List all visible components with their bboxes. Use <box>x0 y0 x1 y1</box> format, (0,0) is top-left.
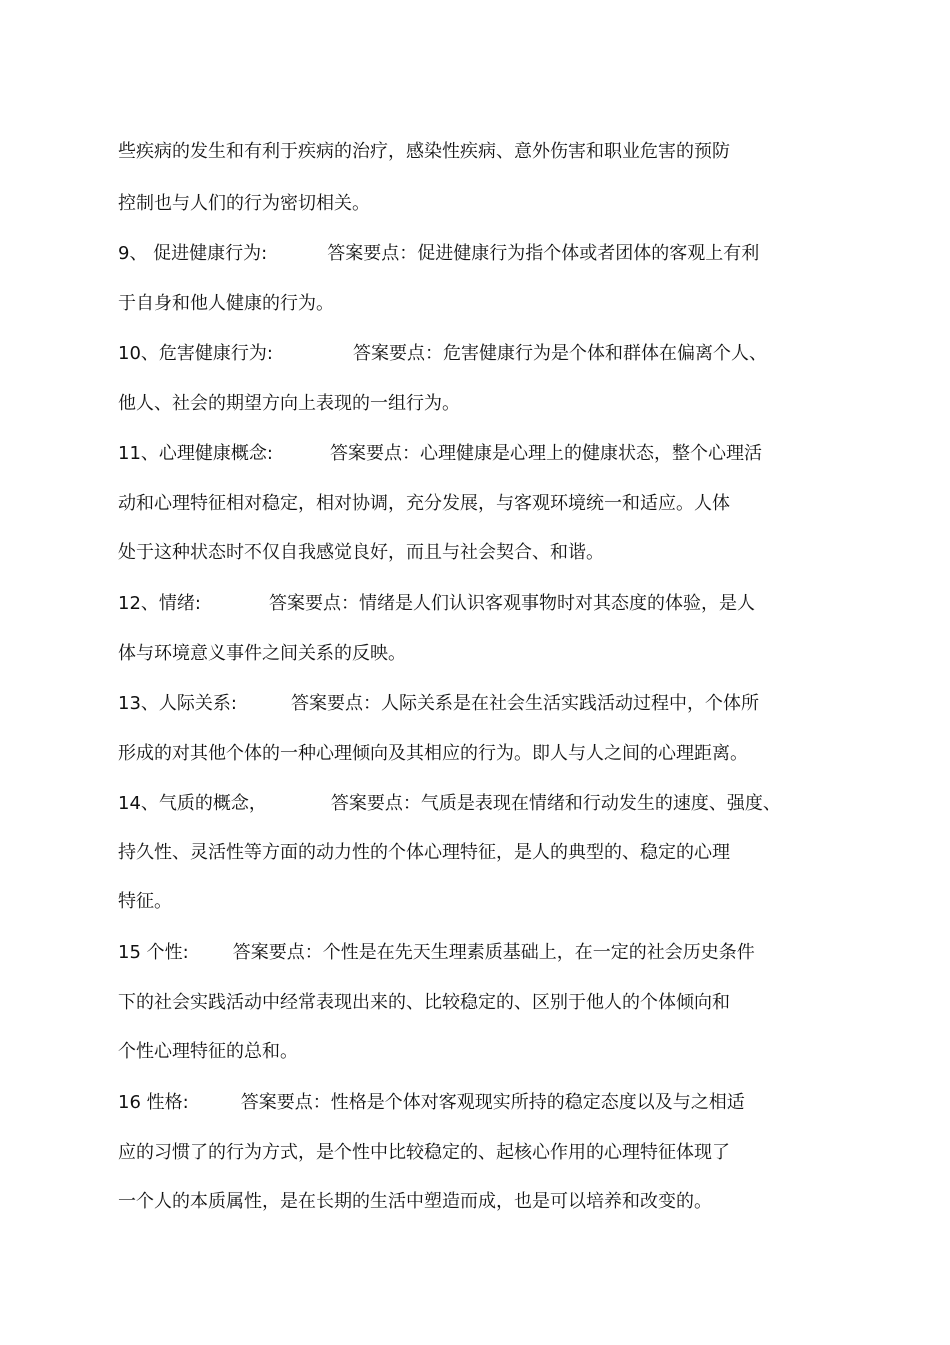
item-answer: 答案要点：促进健康行为指个体或者团体的客观上有利 <box>327 243 760 264</box>
item-line: 处于这种状态时不仅自我感觉良好，而且与社会契合、和谐。 <box>118 542 604 563</box>
item-line: 下的社会实践活动中经常表现出来的、比较稳定的、区别于他人的个体倾向和 <box>118 992 730 1013</box>
item-line: 形成的对其他个体的一种心理倾向及其相应的行为。即人与人之间的心理距离。 <box>118 743 748 764</box>
item-line: 于自身和他人健康的行为。 <box>118 293 334 314</box>
item-line: 特征。 <box>118 891 172 912</box>
item-term: 13、人际关系: <box>118 693 237 714</box>
item-heading <box>118 441 800 467</box>
item-term: 12、情绪: <box>118 593 201 614</box>
item-term: 11、心理健康概念: <box>118 443 273 464</box>
item-line: 动和心理特征相对稳定，相对协调，充分发展，与客观环境统一和适应。人体 <box>118 493 730 514</box>
item-answer: 答案要点：情绪是人们认识客观事物时对其态度的体验，是人 <box>268 593 755 614</box>
item-line: 他人、社会的期望方向上表现的一组行为。 <box>118 393 460 414</box>
item-heading <box>118 591 800 617</box>
item-line: 个性心理特征的总和。 <box>118 1041 298 1062</box>
item-answer: 答案要点：性格是个体对客观现实所持的稳定态度以及与之相适 <box>240 1092 745 1113</box>
item-answer: 答案要点：气质是表现在情绪和行动发生的速度、强度、 <box>330 793 781 814</box>
item-line: 应的习惯了的行为方式，是个性中比较稳定的、起核心作用的心理特征体现了 <box>118 1142 730 1163</box>
item-heading <box>118 341 800 367</box>
item-term: 14、气质的概念， <box>118 793 267 814</box>
item-term: 16 性格: <box>118 1092 189 1113</box>
item-line: 一个人的本质属性，是在长期的生活中塑造而成，也是可以培养和改变的。 <box>118 1191 712 1212</box>
item-heading <box>118 940 800 966</box>
continuation-line: 控制也与人们的行为密切相关。 <box>118 193 370 214</box>
item-heading <box>118 241 800 267</box>
item-heading <box>118 1090 800 1116</box>
item-answer: 答案要点：个性是在先天生理素质基础上，在一定的社会历史条件 <box>232 942 755 963</box>
item-answer: 答案要点：危害健康行为是个体和群体在偏离个人、 <box>352 343 767 364</box>
continuation-line: 些疾病的发生和有利于疾病的治疗，感染性疾病、意外伤害和职业危害的预防 <box>118 141 730 162</box>
item-heading <box>118 691 800 717</box>
item-answer: 答案要点：人际关系是在社会生活实践活动过程中，个体所 <box>290 693 759 714</box>
item-answer: 答案要点：心理健康是心理上的健康状态，整个心理活 <box>329 443 762 464</box>
item-term: 15 个性: <box>118 942 189 963</box>
item-term: 10、危害健康行为: <box>118 343 273 364</box>
item-heading <box>118 791 800 817</box>
item-line: 体与环境意义事件之间关系的反映。 <box>118 643 406 664</box>
item-line: 持久性、灵活性等方面的动力性的个体心理特征，是人的典型的、稳定的心理 <box>118 842 730 863</box>
item-term: 9、 促进健康行为: <box>118 243 268 264</box>
